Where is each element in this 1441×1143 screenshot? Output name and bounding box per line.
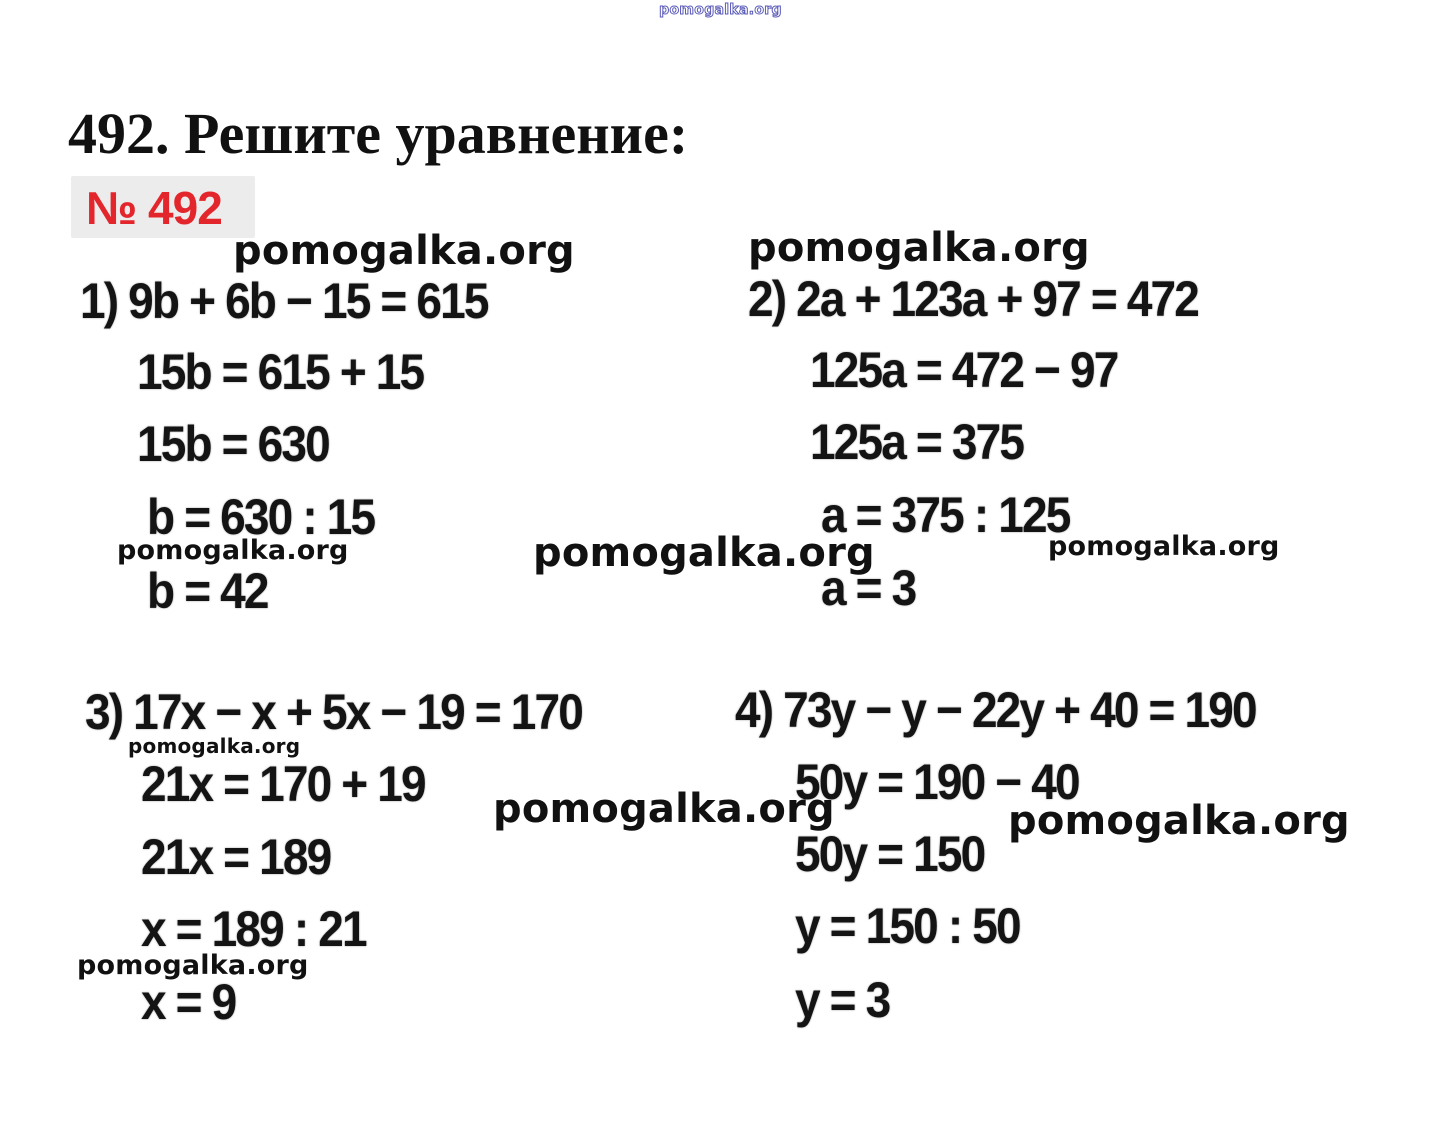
watermark: pomogalka.org <box>77 950 309 981</box>
problem-1-line-3: 15b = 630 <box>137 416 329 472</box>
problem-1-line-4: b = 630 : 15 <box>147 489 375 545</box>
problem-4-line-2: 50y = 190 − 40 <box>795 754 1079 810</box>
site-watermark-top: pomogalka.org <box>659 2 782 18</box>
problem-4-line-4: y = 150 : 50 <box>795 898 1020 954</box>
watermark: pomogalka.org <box>1048 531 1280 562</box>
problem-1-line-5: b = 42 <box>147 563 268 619</box>
exercise-number-label: № 492 <box>86 182 222 234</box>
problem-4-line-3: 50y = 150 <box>795 826 985 882</box>
watermark: pomogalka.org <box>493 786 835 832</box>
problem-4-line-1: 4) 73y − y − 22y + 40 = 190 <box>735 682 1256 738</box>
problem-1-line-1: 1) 9b + 6b − 15 = 615 <box>80 273 488 329</box>
problem-3-line-2: 21x = 170 + 19 <box>141 756 425 812</box>
watermark: pomogalka.org <box>748 225 1090 271</box>
watermark: pomogalka.org <box>117 535 349 566</box>
problem-2-line-3: 125a = 375 <box>810 414 1024 470</box>
problem-2-line-5: a = 3 <box>821 560 916 616</box>
problem-3-line-1: 3) 17x − x + 5x − 19 = 170 <box>85 684 582 740</box>
problem-3-line-4: x = 189 : 21 <box>141 901 366 957</box>
problem-2-line-1: 2) 2a + 123a + 97 = 472 <box>748 271 1199 327</box>
watermark: pomogalka.org <box>1008 798 1350 844</box>
problem-2-line-2: 125a = 472 − 97 <box>810 342 1118 398</box>
watermark: pomogalka.org <box>233 228 575 274</box>
problem-4-line-5: y = 3 <box>795 972 890 1028</box>
problem-2-line-4: a = 375 : 125 <box>821 487 1070 543</box>
watermark: pomogalka.org <box>533 530 875 576</box>
problem-1-line-2: 15b = 615 + 15 <box>137 344 424 400</box>
page-title: 492. Решите уравнение: <box>68 101 689 166</box>
problem-3-line-5: x = 9 <box>141 974 236 1030</box>
problem-3-line-3: 21x = 189 <box>141 829 331 885</box>
watermark: pomogalka.org <box>128 734 301 758</box>
